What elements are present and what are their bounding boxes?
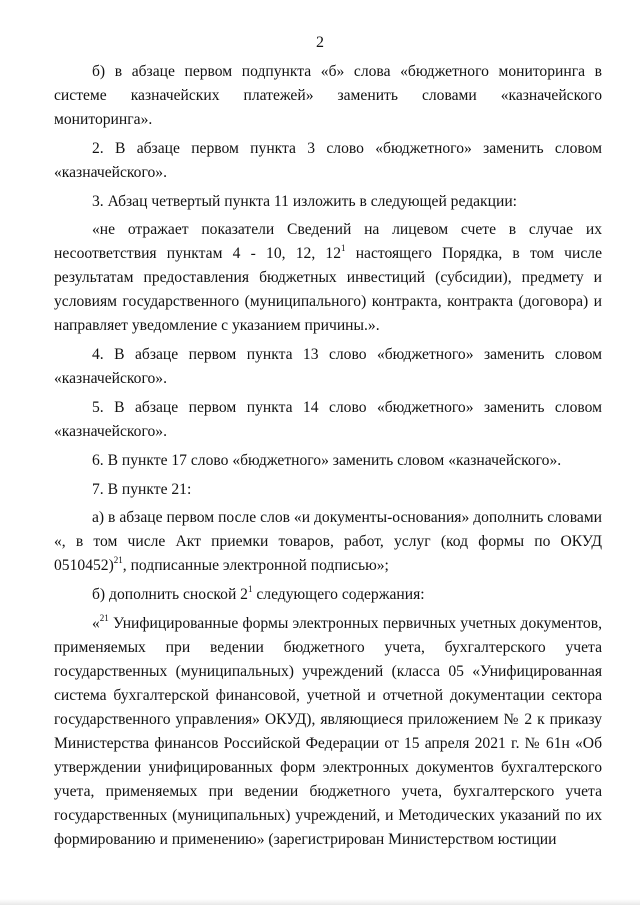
subitem-a-part-2: , подписанные электронной подписью»; (122, 557, 389, 575)
paragraph-item-5: 5. В абзаце первом пункта 14 слово «бюджетного» заменить словом «казначейского». (54, 398, 602, 440)
footnote-marker-number: 2 (99, 612, 105, 623)
paragraph-item-2: 2. В абзаце первом пункта 3 слово «бюджетного» заменить словом «казначейского». (54, 139, 602, 181)
footnote-ref-index: 1 (118, 555, 123, 566)
page-number: 2 (316, 34, 324, 51)
footnote-body: Унифицированные формы электронных первичных учетных документов, применяемых при ведении бюджетного учета, бухгалтерского учета государственных (муниципальных) учреждений (класса 05 «Унифицированная система бухгалтерской финансовой, учетной и отчетной документации сектора государственного управления» ОКУД), являющиеся приложением № 2 к приказу Министерства финансов Российской Федерации от 15 апреля 2021 г. № 61н «Об утверждении унифицированных форм электронных документов бухгалтерского учета, применяемых при ведении бюджетного учета, бухгалтерского учета государственных (муниципальных) учреждений, и Методических указаний по их формированию и применению» (зарегистрирован Министерством юстиции (54, 614, 602, 848)
subitem-a-part-1: а) в абзаце первом после слов «и документы-основания» дополнить словами «, в том числе Акт приемки товаров, работ, услуг (код формы по ОКУД 0510452) (54, 509, 602, 575)
document-body (54, 60, 602, 852)
paragraph-footnote-text (54, 612, 602, 852)
superscript-1: 1 (341, 243, 346, 254)
paragraph-item-4: 4. В абзаце первом пункта 13 слово «бюджетного» заменить словом «казначейского». (54, 346, 602, 388)
paragraph-quoted-text (54, 218, 602, 338)
paragraph-item-3: 3. Абзац четвертый пункта 11 изложить в следующей редакции: (92, 192, 517, 210)
quoted-text-part-2: настоящего Порядка, в том числе результатам предоставления бюджетных инвестиций (субсидии), предмету и условиям государственного (муниципального) контракта, контракта (договора) и направляет уведомление с указанием причины.». (54, 245, 602, 335)
paragraph-subitem-b (54, 583, 602, 607)
subitem-b-part-1: б) дополнить сноской 2 (92, 586, 248, 604)
paragraph-item-7: 7. В пункте 21: (92, 480, 192, 498)
footnote-marker-2-1 (100, 613, 109, 623)
superscript-footnote-index: 1 (247, 583, 253, 594)
footnote-ref-number: 2 (113, 555, 119, 566)
subitem-b-part-2: следующего содержания: (252, 586, 425, 604)
footnote-open-quote: « (92, 614, 100, 632)
paragraph-subitem-a (54, 506, 602, 578)
paragraph-amendment-b: б) в абзаце первом подпункта «б» слова «бюджетного мониторинга в системе казначейских платежей» заменить словами «казначейского мониторинга». (54, 63, 602, 128)
paragraph-item-6: 6. В пункте 17 слово «бюджетного» заменить словом «казначейского». (92, 451, 562, 469)
footnote-marker-index: 1 (104, 612, 109, 623)
footnote-ref-2-1 (114, 555, 123, 565)
scan-edge (0, 899, 640, 905)
quoted-text-part-1: «не отражает показатели Сведений на лицевом счете в случае их несоответствия пунктам 4 - 10, 12, 12 (54, 221, 602, 263)
